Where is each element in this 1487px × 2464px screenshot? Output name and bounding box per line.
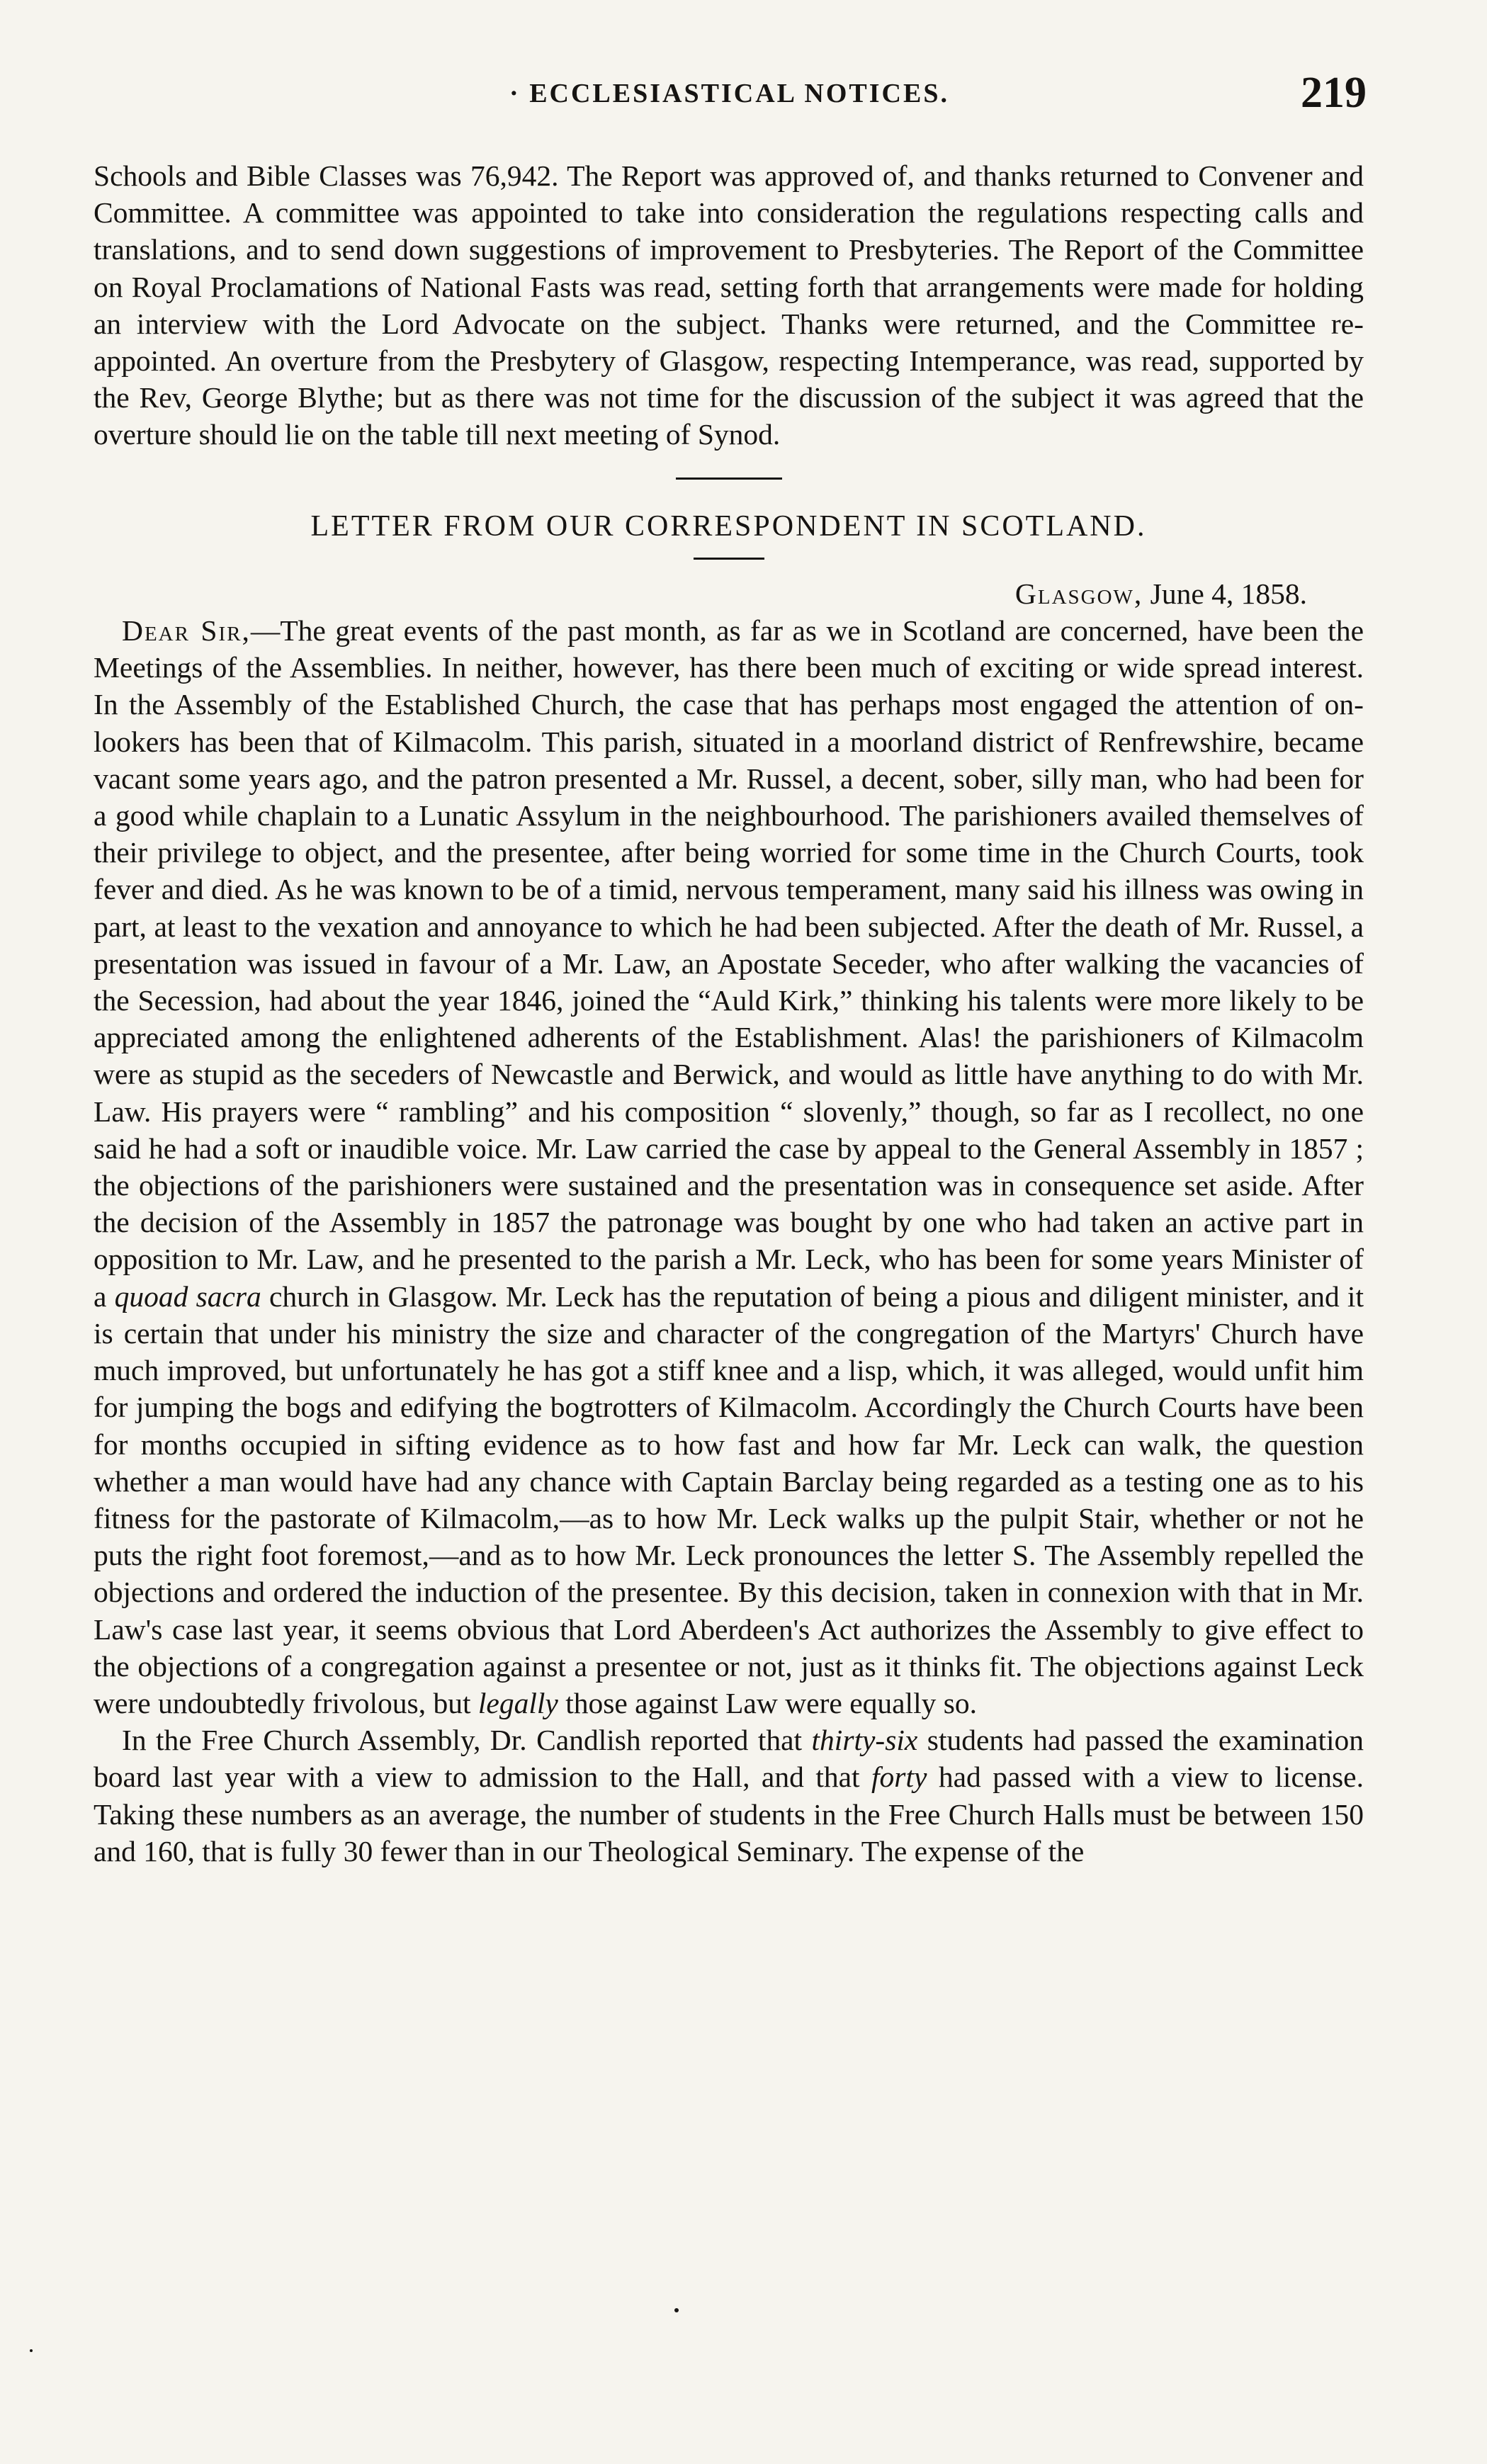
section-divider	[676, 477, 782, 480]
p1-text-a: —The great events of the past month, as far as we in Scotland are concerned, have been the Meetings of the Assemblies. In neither, however, has there been much of exciting or wide spread interest. In the Assembly of the Established Church, the case that has perhaps most engaged the attention of on-lookers has been that of Kilmacolm. This parish, situated in a moorland district of Renfrewshire, became vacant some years ago, and the patron presented a Mr. Russel, a decent, sober, silly man, who had been for a good while chaplain to a Lunatic Assylum in the neighbourhood. The parishioners availed themselves of their privilege to object, and the presentee, after being worried for some time in the Church Courts, took fever and died. As he was known to be of a timid, nervous temperament, many said his illness was owing in part, at least to the vexation and annoyance to which he had been subjected. After the death of Mr. Russel, a presentation was issued in favour of a Mr. Law, an Apostate Seceder, who after walking the vacancies of the Secession, had about the year 1846, joined the “Auld Kirk,” thinking his talents were more likely to be appreciated among the enlightened adherents of the Establishment. Alas! the parishioners of Kilmacolm were as stupid as the seceders of Newcastle and Berwick, and would as little have anything to do with Mr. Law. His prayers were “ rambling” and his composition “ slovenly,” though, so far as I recollect, no one said he had a soft or inaudible voice. Mr. Law carried the case by appeal to the General Assembly in 1857 ; the objections of the parishioners were sustained and the presentation was in consequence set aside. After the decision of the Assembly in 1857 the patronage was bought by one who had taken an active part in opposition to Mr. Law, and he presented to the parish a Mr. Leck, who has been for some years Minister of a	[94, 614, 1364, 1313]
margin-speck	[30, 2349, 33, 2352]
dateline-date: June 4, 1858.	[1143, 577, 1307, 610]
dateline-place: Glasgow,	[1014, 577, 1143, 610]
page-number: 219	[1301, 69, 1367, 117]
footer-dot	[674, 2308, 679, 2312]
p1-text-b: church in Glasgow. Mr. Leck has the reputation of being a pious and diligent minister, and it is certain that under his ministry the size and character of the congregation of the Martyrs' Church have much improved, but unfortunately he has got a stiff knee and a lisp, which, it was alleged, would unfit him for jumping the bogs and edifying the bogtrotters of Kilmacolm. Accordingly the Church Courts have been for months occupied in sifting evidence as to how fast and how far Mr. Leck can walk, the question whether a man would have had any chance with Captain Barclay being regarded as a testing one as to his fitness for the pastorate of Kilmacolm,—as to how Mr. Leck walks up the pulpit Stair, whether or not he puts the right foot foremost,—and as to how Mr. Leck pronounces the letter S. The Assembly repelled the objections and ordered the induction of the presentee. By this decision, taken in connexion with that in Mr. Law's case last year, it seems obvious that Lord Aberdeen's Act authorizes the Assembly to give effect to the objections of a congregation against a presentee or not, just as it thinks fit. The objections against Leck were undoubtedly frivolous, but	[94, 1279, 1364, 1719]
letter-paragraph-1	[94, 612, 1364, 1722]
p1-italic-quoad-sacra: quoad sacra	[114, 1279, 261, 1313]
letter-paragraph-2	[94, 1722, 1364, 1870]
text-column	[94, 157, 1364, 1870]
dateline	[94, 575, 1364, 612]
letter-title: LETTER FROM OUR CORRESPONDENT IN SCOTLAND.	[310, 509, 1147, 543]
p1-text-c: those against Law were equally so.	[558, 1686, 978, 1719]
title-divider	[694, 558, 764, 560]
p2-italic-forty: forty	[871, 1761, 927, 1794]
p2-text-c: had passed with a view to license. Taking these numbers as an average, the number of students in the Free Church Halls must be between 150 and 160, that is fully 30 fewer than in our Theological Seminary. The expense of the	[94, 1761, 1364, 1867]
salutation: Dear Sir,	[122, 614, 251, 648]
p1-italic-legally: legally	[477, 1686, 558, 1719]
p2-italic-thirty-six: thirty-six	[811, 1724, 918, 1757]
p2-text-b: students had passed the examination board last year with a view to admission to the Hall, and that	[94, 1724, 1364, 1794]
synod-paragraph: Schools and Bible Classes was 76,942. The Report was approved of, and thanks returned to Convener and Committee. A committee was appointed to take into consideration the regulations respecting calls and translations, and to send down suggestions of improvement to Presbyteries. The Report of the Committee on Royal Proclamations of National Fasts was read, setting forth that arrangements were made for holding an interview with the Lord Advocate on the subject. Thanks were returned, and the Committee re-appointed. An overture from the Presbytery of Glasgow, respecting Intemperance, was read, supported by the Rev, George Blythe; but as there was not time for the discussion of the subject it was agreed that the overture should lie on the table till next meeting of Synod.	[94, 159, 1364, 451]
p2-text-a: In the Free Church Assembly, Dr. Candlish reported that	[122, 1724, 812, 1757]
running-head	[92, 68, 1367, 118]
running-title: · ECCLESIASTICAL NOTICES.	[509, 79, 949, 108]
